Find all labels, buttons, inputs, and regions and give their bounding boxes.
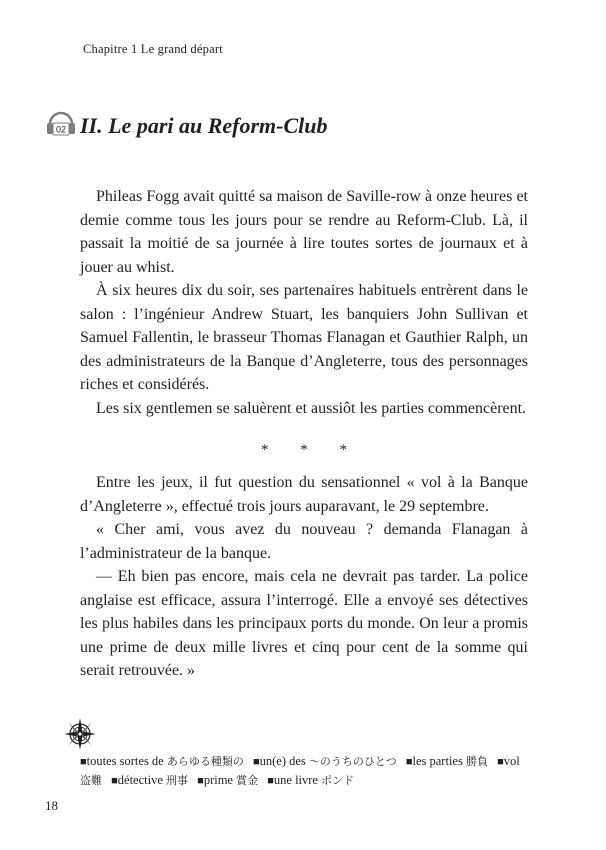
bullet-square-icon: ■	[111, 775, 118, 787]
paragraph: Entre les jeux, il fut question du sensationnel « vol à la Banque d’Angleterre », effectué trois jours auparavant, le 29 septembre.	[80, 474, 528, 515]
bullet-square-icon: ■	[267, 775, 274, 787]
glossary-term: un(e) des	[259, 754, 306, 768]
paragraph: Les six gentlemen se saluèrent et aussiôt les parties commencèrent.	[96, 399, 527, 417]
glossary-item	[253, 754, 397, 768]
paragraph: Phileas Fogg avait quitté sa maison de Saville-row à onze heures et demie comme tous les jours pour se rendre au Reform-Club. Là, il passait la moitié de sa journée à lire toutes sortes de journaux et à jouer au whist.	[80, 188, 528, 276]
body-text	[80, 185, 528, 683]
glossary-meaning: 〜のうちのひとつ	[308, 755, 397, 768]
glossary-meaning: 盗難	[80, 774, 102, 787]
bullet-square-icon: ■	[497, 756, 504, 768]
glossary-term: les parties	[412, 754, 463, 768]
glossary-term: toutes sortes de	[86, 754, 164, 768]
glossary-item	[80, 754, 244, 768]
compass-rose-icon	[63, 717, 97, 751]
chapter-section-title: II. Le pari au Reform-Club	[80, 113, 328, 138]
glossary-item	[267, 773, 354, 787]
page-number: 18	[45, 798, 58, 813]
glossary-item	[406, 754, 488, 768]
glossary-item	[111, 773, 188, 787]
glossary-term: détective	[117, 773, 163, 787]
glossary-term: vol	[503, 754, 520, 768]
glossary-term: prime	[203, 773, 233, 787]
glossary-item	[197, 773, 258, 787]
glossary-meaning: ポンド	[321, 774, 355, 787]
glossary-term: une livre	[273, 773, 318, 787]
paragraph: À six heures dix du soir, ses partenaires habituels entrèrent dans le salon : l’ingénieur Andrew Stuart, les banquiers John Sullivan et Samuel Fallentin, le brasseur Thomas Flanagan et Gauthier Ralph, un des administrateurs de la Banque d’Angleterre, tous des personnages riches et considérés.	[80, 282, 528, 393]
bullet-square-icon: ■	[252, 756, 260, 768]
headphones-track-icon[interactable]	[45, 107, 77, 137]
glossary-meaning: 賞金	[236, 774, 259, 787]
paragraph: « Cher ami, vous avez du nouveau ? demanda Flanagan à l’administrateur de la banque.	[80, 521, 528, 562]
bullet-square-icon: ■	[80, 756, 87, 768]
running-head: Chapitre 1 Le grand départ	[83, 42, 223, 56]
section-break: * * *	[261, 442, 361, 458]
bullet-square-icon: ■	[197, 775, 204, 787]
bullet-square-icon: ■	[405, 756, 413, 768]
glossary-meaning: あらゆる種類の	[166, 755, 244, 768]
glossary	[80, 752, 530, 790]
audio-track-number: 02	[55, 124, 67, 135]
paragraph: — Eh bien pas encore, mais cela ne devrait pas tarder. La police anglaise est efficace, assura l’interrogé. Elle a envoyé ses détectives les plus habiles dans les principaux ports du monde. On leur a promis une prime de deux mille livres et cinq pour cent de la somme qui serait retrouvée. »	[80, 568, 528, 679]
glossary-meaning: 勝負	[465, 755, 488, 768]
glossary-meaning: 刑事	[166, 774, 189, 787]
